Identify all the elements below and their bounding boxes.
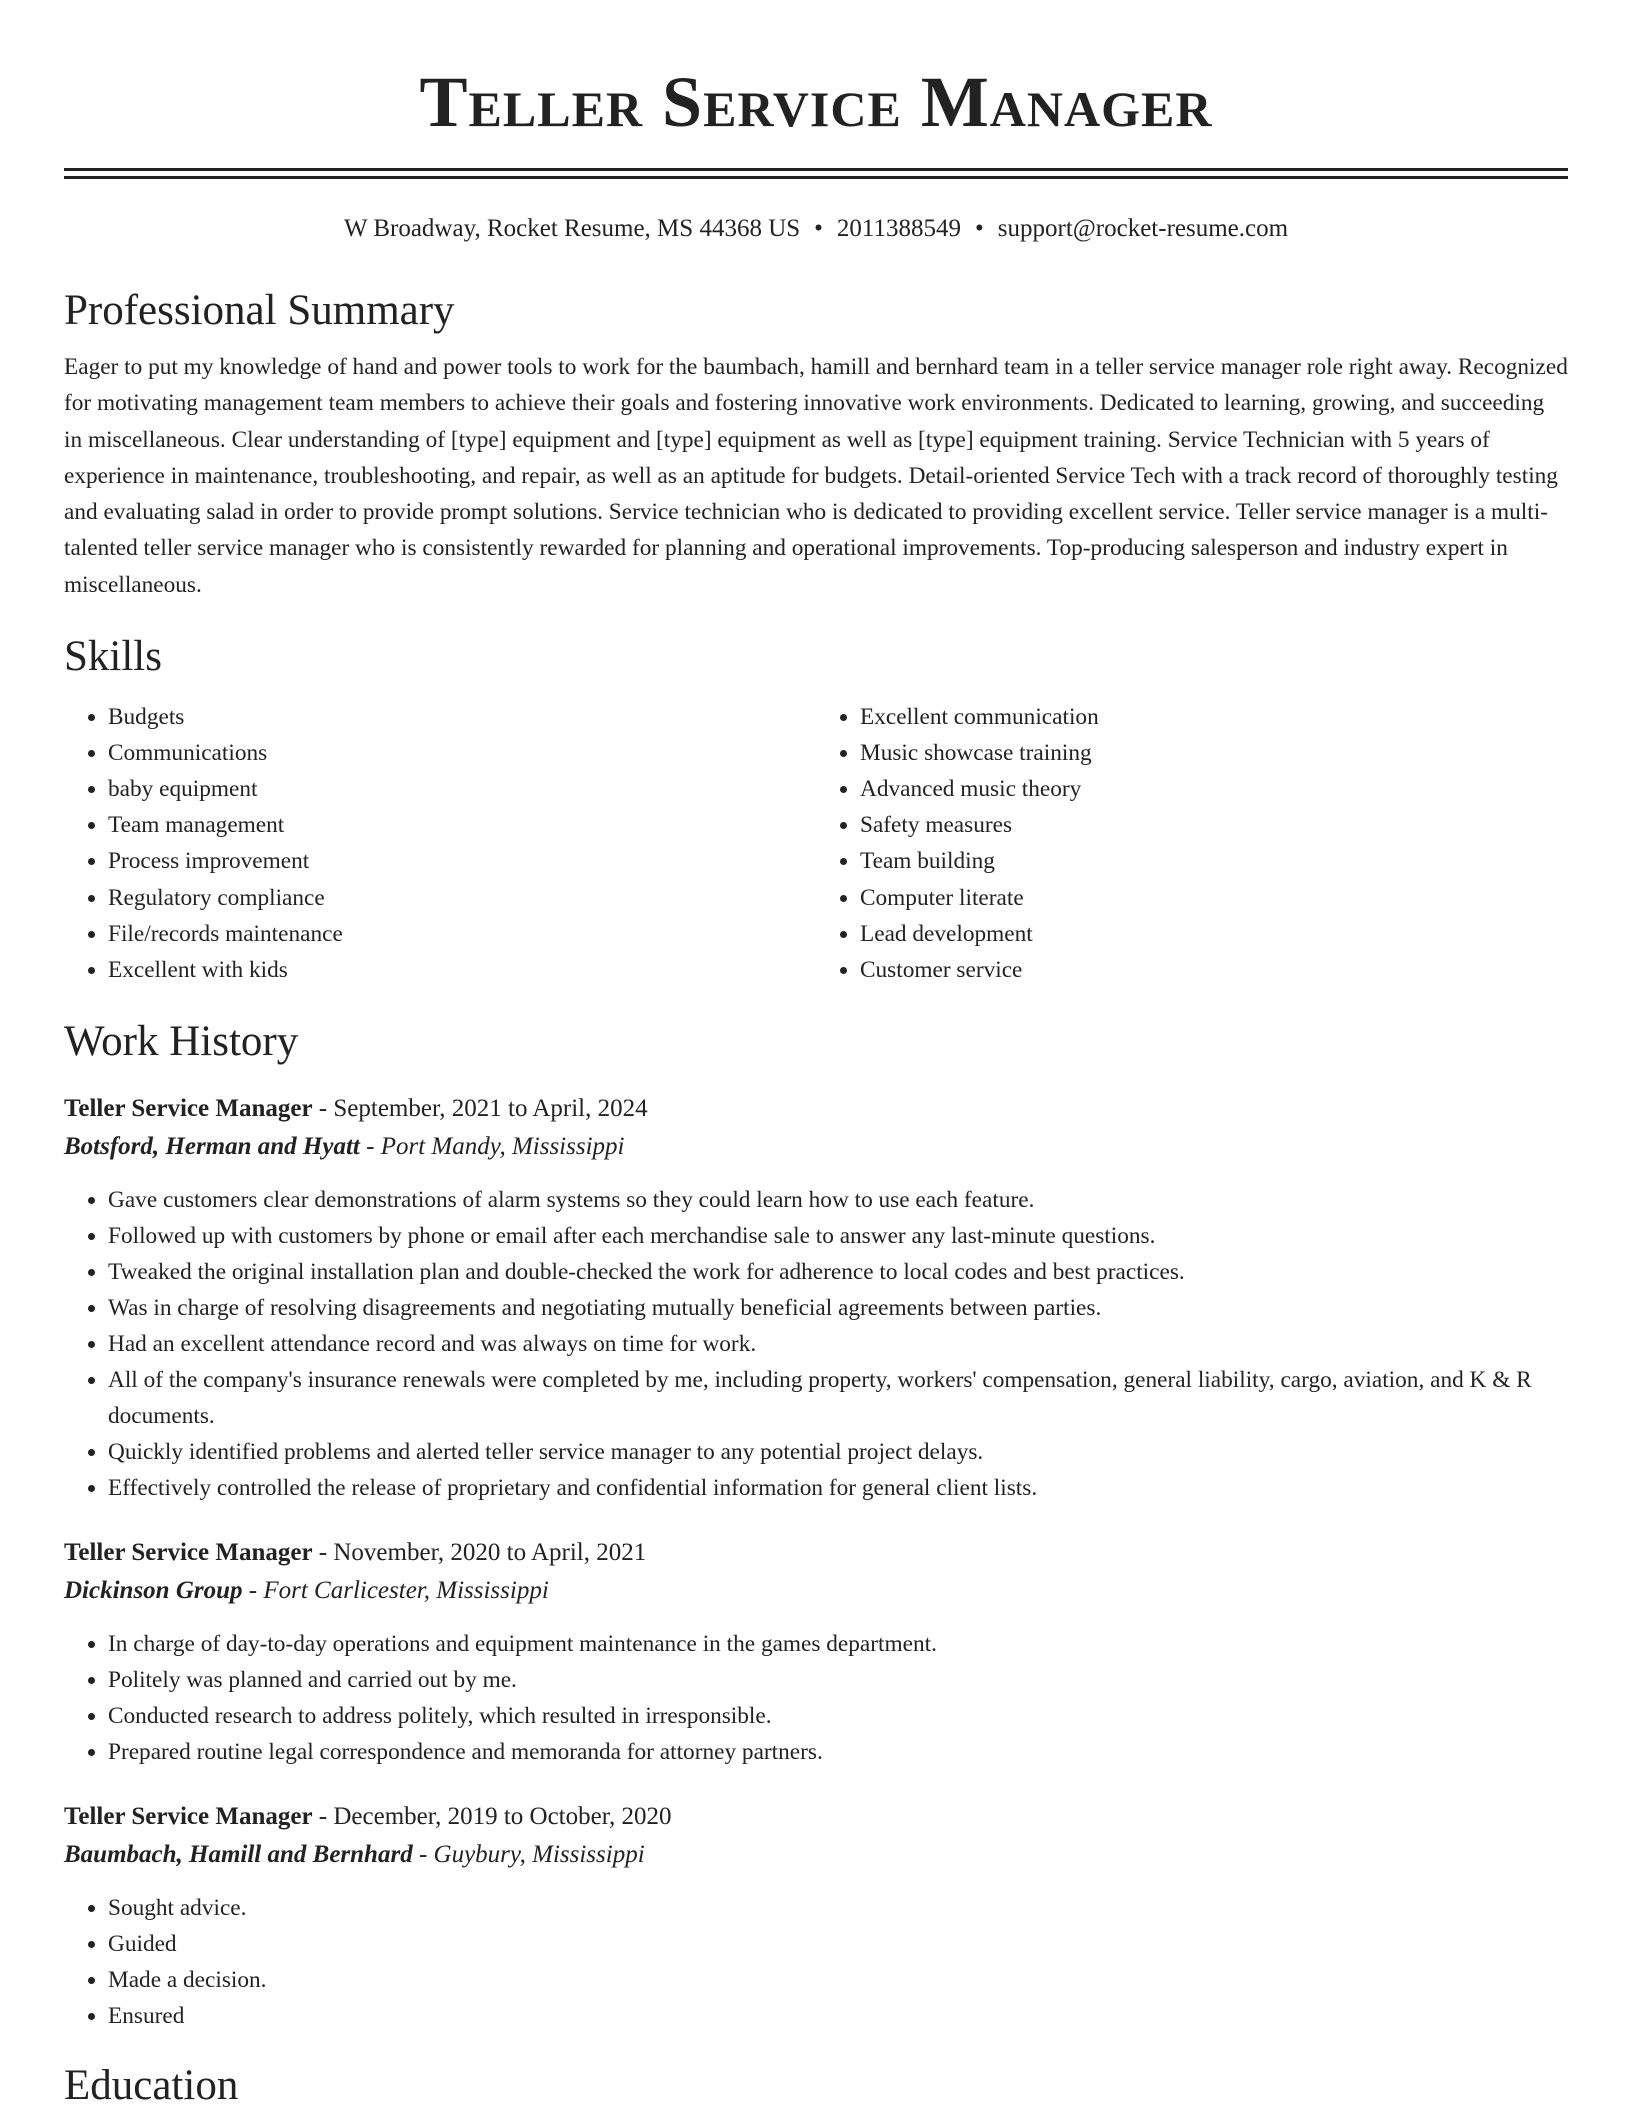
skills-list-left xyxy=(64,699,816,988)
job-bullets xyxy=(64,1626,1568,1770)
resume-name: Teller Service Manager xyxy=(419,62,1213,142)
contact-email: support@rocket-resume.com xyxy=(997,215,1289,242)
job-bullet: • Politely was planned and carried out by me. xyxy=(108,1662,1568,1698)
job-bullets xyxy=(64,1182,1568,1506)
job-company: Baumbach, Hamill and Bernhard xyxy=(64,1840,413,1868)
job-bullet: • Quickly identified problems and alerted teller service manager to any potential project delays. xyxy=(108,1434,1568,1470)
skill-item: • Computer literate xyxy=(860,880,1568,916)
contact-address: W Broadway, Rocket Resume, MS 44368 US xyxy=(343,215,801,242)
job-bullet: • Tweaked the original installation plan and double-checked the work for adherence to local codes and best practices. xyxy=(108,1254,1568,1290)
skills-columns xyxy=(64,699,1568,988)
job-header xyxy=(64,1798,1568,1836)
job-bullet: • Gave customers clear demonstrations of alarm systems so they could learn how to use each feature. xyxy=(108,1182,1568,1218)
job-dates: - September, 2021 to April, 2024 xyxy=(312,1094,648,1122)
contact-separator: • xyxy=(814,215,823,242)
job-bullet: • Effectively controlled the release of proprietary and confidential information for general client lists. xyxy=(108,1470,1568,1506)
job-employer xyxy=(64,1572,1568,1610)
skill-item: • Excellent communication xyxy=(860,699,1568,735)
skill-item: • File/records maintenance xyxy=(108,916,816,952)
job-bullet: • Had an excellent attendance record and was always on time for work. xyxy=(108,1326,1568,1362)
job-bullet: • Followed up with customers by phone or email after each merchandise sale to answer any last-minute questions. xyxy=(108,1218,1568,1254)
job-bullet: • Ensured xyxy=(108,1998,1568,2034)
job-entry xyxy=(64,1798,1568,2034)
job-dates: - November, 2020 to April, 2021 xyxy=(312,1538,647,1566)
skill-item: • Excellent with kids xyxy=(108,952,816,988)
section-title-work-history: Work History xyxy=(64,1017,299,1065)
skills-list-right xyxy=(816,699,1568,988)
job-entry xyxy=(64,1534,1568,1770)
resume-page xyxy=(64,0,1568,2114)
job-bullets xyxy=(64,1890,1568,2034)
job-bullet: • Guided xyxy=(108,1926,1568,1962)
skill-item: • Lead development xyxy=(860,916,1568,952)
summary-text: Eager to put my knowledge of hand and power tools to work for the baumbach, hamill and bernhard team in a teller service manager role right away. Recognized for motivating management team members to achieve their goals and fostering innovative work environments. Dedicated to learning, growing, and succeeding in miscellaneous. Clear understanding of [type] equipment and [type] equipment as well as [type] equipment training. Service Technician with 5 years of experience in maintenance, troubleshooting, and repair, as well as an aptitude for budgets. Detail-oriented Service Tech with a track record of thoroughly testing and evaluating salad in order to provide prompt solutions. Service technician who is dedicated to providing excellent service. Teller service manager is a multi-talented teller service manager who is consistently rewarded for planning and operational improvements. Top-producing salesperson and industry expert in miscellaneous. xyxy=(64,354,1568,598)
job-bullet: • Conducted research to address politely, which resulted in irresponsible. xyxy=(108,1698,1568,1734)
job-bullet: • Was in charge of resolving disagreements and negotiating mutually beneficial agreements between parties. xyxy=(108,1290,1568,1326)
skill-item: • Team building xyxy=(860,843,1568,879)
job-bullet: • All of the company's insurance renewals were completed by me, including property, workers' compensation, general liability, cargo, aviation, and K & R documents. xyxy=(108,1362,1568,1434)
job-company: Dickinson Group xyxy=(64,1576,243,1604)
job-title: Teller Service Manager xyxy=(64,1094,313,1122)
section-title-summary: Professional Summary xyxy=(64,287,455,334)
skill-item: • Process improvement xyxy=(108,843,816,879)
skill-item: • Team management xyxy=(108,807,816,843)
skill-item: • Customer service xyxy=(860,952,1568,988)
job-dates: - December, 2019 to October, 2020 xyxy=(312,1802,672,1830)
section-title-education: Education xyxy=(64,2061,239,2109)
job-entry xyxy=(64,1090,1568,1506)
job-bullet: • Made a decision. xyxy=(108,1962,1568,1998)
job-employer xyxy=(64,1836,1568,1874)
job-bullet: • In charge of day-to-day operations and equipment maintenance in the games department. xyxy=(108,1626,1568,1662)
job-employer xyxy=(64,1128,1568,1166)
job-title: Teller Service Manager xyxy=(64,1802,313,1830)
skill-item: • Communications xyxy=(108,735,816,771)
section-title-skills: Skills xyxy=(64,633,162,681)
skill-item: • baby equipment xyxy=(108,771,816,807)
job-location: - Fort Carlicester, Mississippi xyxy=(242,1576,549,1604)
skill-item: • Safety measures xyxy=(860,807,1568,843)
skill-item: • Music showcase training xyxy=(860,735,1568,771)
job-bullet: • Prepared routine legal correspondence and memoranda for attorney partners. xyxy=(108,1734,1568,1770)
job-header xyxy=(64,1090,1568,1128)
contact-line xyxy=(64,213,1568,245)
job-bullet: • Sought advice. xyxy=(108,1890,1568,1926)
job-location: - Port Mandy, Mississippi xyxy=(359,1132,625,1160)
contact-phone: 2011388549 xyxy=(836,215,961,242)
header-double-rule xyxy=(64,168,1568,179)
skill-item: • Advanced music theory xyxy=(860,771,1568,807)
job-title: Teller Service Manager xyxy=(64,1538,313,1566)
skill-item: • Budgets xyxy=(108,699,816,735)
skill-item: • Regulatory compliance xyxy=(108,880,816,916)
job-location: - Guybury, Mississippi xyxy=(412,1840,645,1868)
contact-separator: • xyxy=(975,215,984,242)
job-company: Botsford, Herman and Hyatt xyxy=(64,1132,360,1160)
job-header xyxy=(64,1534,1568,1572)
